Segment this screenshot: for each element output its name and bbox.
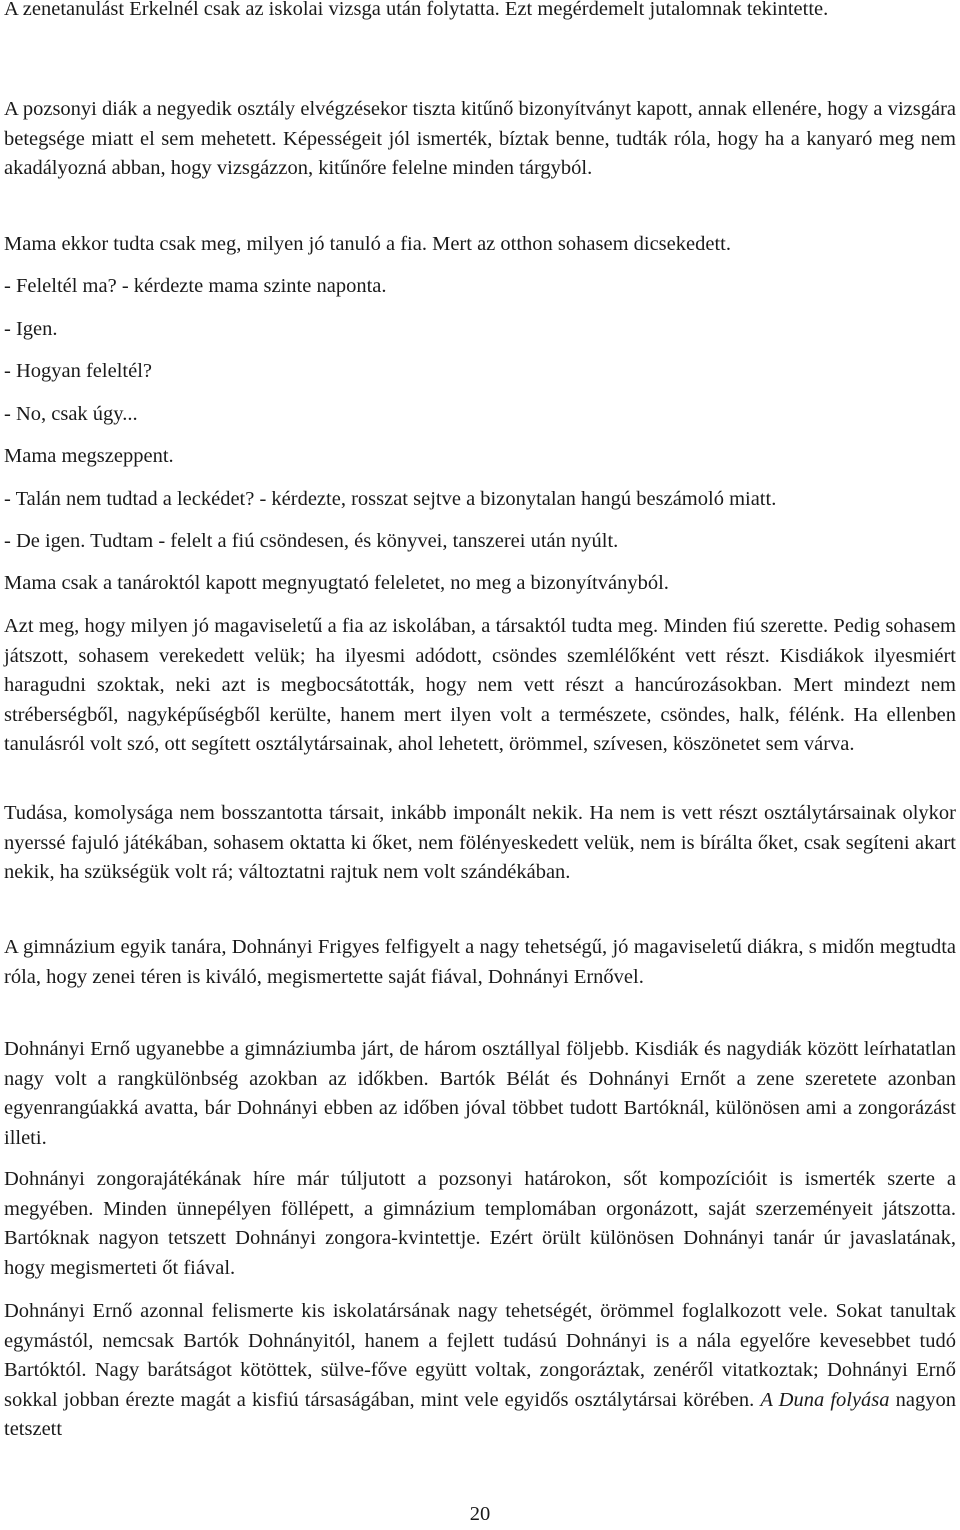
paragraph: Dohnányi Ernő ugyanebbe a gimnáziumba járt, de három osztállyal följebb. Kisdiák és nagydiák között leírhatatlan nagy volt a rangkülönbség azokban az időkben. Bartók Bélát és Dohnányi Ernőt a zene szeretete azonban egyenrangúakká avatta, bár Dohnányi ebben az időben jóval többet tudott Bartóknál, különösen ami a zongorázást illeti. — [4, 1038, 956, 1149]
italic-title: A Duna folyása — [760, 1388, 890, 1411]
paragraph: A pozsonyi diák a negyedik osztály elvégzésekor tiszta kitűnő bizonyítványt kapott, annak ellenére, hogy a vizsgára betegsége miatt el sem mehetett. Képességeit jól ismerték, bíztak benne, tudták róla, hogy ha a kanyaró meg nem akadályozná abban, hogy vizsgázzon, kitűnőre felelne minden tárgyból. — [4, 98, 956, 179]
paragraph — [4, 1297, 956, 1445]
paragraph: Mama megszeppent. — [4, 445, 174, 467]
page-number: 20 — [469, 1503, 491, 1525]
paragraph-text-continued: nagyon tetszett — [4, 1388, 957, 1440]
dialogue-line: - No, csak úgy... — [4, 403, 138, 425]
paragraph: A gimnázium egyik tanára, Dohnányi Frigyes felfigyelt a nagy tehetségű, jó magaviseletű diákra, s midőn megtudta róla, hogy zenei téren is kiváló, megismertette saját fiával, Dohnányi Ernővel. — [4, 936, 956, 988]
dialogue-line: - Feleltél ma? - kérdezte mama szinte naponta. — [4, 275, 387, 297]
paragraph: Mama csak a tanároktól kapott megnyugtató feleletet, no meg a bizonyítványból. — [4, 572, 669, 594]
paragraph: A zenetanulást Erkelnél csak az iskolai vizsga után folytatta. Ezt megérdemelt jutalomnak tekintette. — [4, 0, 829, 20]
paragraph-text: Dohnányi Ernő azonnal felismerte kis iskolatársának nagy tehetségét, örömmel foglalkozott vele. Sokat tanultak egymástól, nemcsak Bartók Dohnányitól, hanem a fejlett tudású Dohnányi is a nála egyelőre kevesebbet tudó Bartóktól. Nagy barátságot kötöttek, sülve-főve együtt voltak, zongoráztak, zenéről vitatkoztak; Dohnányi Ernő sokkal jobban érezte magát a kisfiú társaságában, mint vele egyidős osztálytársai körében. — [4, 1300, 956, 1411]
paragraph: Azt meg, hogy milyen jó magaviseletű a fia az iskolában, a társaktól tudta meg. Minden fiú szerette. Pedig sohasem játszott, sohasem verekedett velük; ha ilyesmi adódott, csöndes szemlélőként vett részt. Kisdiákok ilyesmiért haragudni szoktak, neki azt is megbocsátották, hogy nem vett részt a hancúrozásokban. Mert mindezt nem stréberségből, nagyképűségből kerülte, hanem mert ilyen volt a természete, csöndes, halk, félénk. Ha ellenben tanulásról volt szó, ott segített osztálytársainak, ahol lehetett, örömmel, szívesen, köszönetet sem várva. — [4, 615, 956, 755]
paragraph: Dohnányi zongorajátékának híre már túljutott a pozsonyi határokon, sőt kompozícióit is ismerték szerte a megyében. Minden ünnepélyen föllépett, a gimnázium templomában orgonázott, saját szerzeményeit játszotta. Bartóknak nagyon tetszett Dohnányi zongora-kvintettje. Ezért örült különösen Dohnányi tanár úr javaslatának, hogy megismerteti őt fiával. — [4, 1168, 956, 1279]
dialogue-line: - De igen. Tudtam - felelt a fiú csöndesen, és könyvei, tanszerei után nyúlt. — [4, 530, 619, 552]
dialogue-line: - Hogyan feleltél? — [4, 360, 152, 382]
dialogue-line: - Talán nem tudtad a leckédet? - kérdezte, rosszat sejtve a bizonytalan hangú beszámoló miatt. — [4, 488, 777, 510]
paragraph: Tudása, komolysága nem bosszantotta társait, inkább imponált nekik. Ha nem is vett részt osztálytársainak olykor nyerssé fajuló játékában, sohasem oktatta ki őket, nem fölényeskedett velük, nem is bírálta őket, csak segíteni akart nekik, ha szükségük volt rá; változtatni rajtuk nem volt szándékában. — [4, 802, 956, 883]
paragraph: Mama ekkor tudta csak meg, milyen jó tanuló a fia. Mert az otthon sohasem dicsekedett. — [4, 233, 731, 255]
dialogue-line: - Igen. — [4, 318, 58, 340]
